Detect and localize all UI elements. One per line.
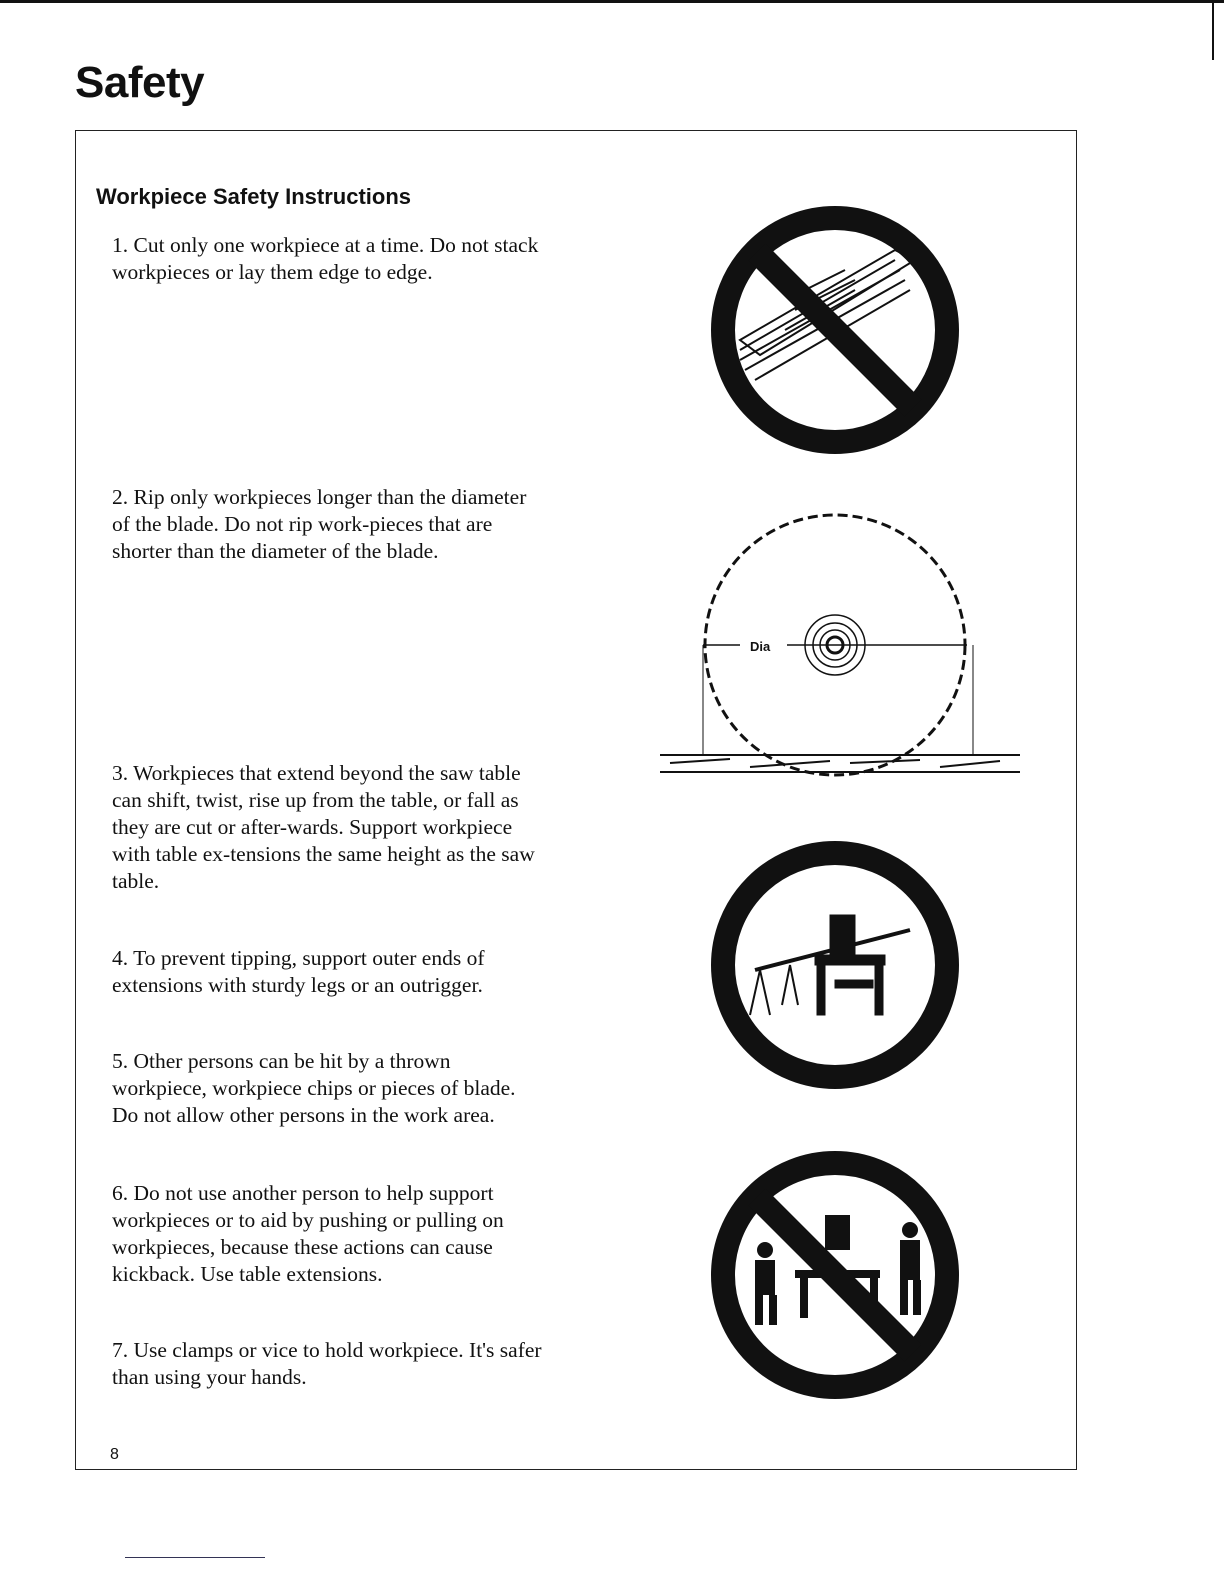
instruction-6: 6. Do not use another person to help support workpieces or to aid by pushing or pulling on workpieces, because these actions can cause kickback. Use table extensions. <box>112 1181 504 1286</box>
page-right-border <box>1212 0 1214 60</box>
footer-rule <box>125 1557 265 1558</box>
instruction-3: 3. Workpieces that extend beyond the saw table can shift, twist, rise up from the table, or fall as they are cut or after-wards. Support workpiece with table ex-tensions the same height as the saw table. <box>112 761 535 893</box>
no-helper-icon <box>705 1145 965 1405</box>
instruction-2: 2. Rip only workpieces longer than the diameter of the blade. Do not rip work-pieces that are shorter than the diameter of the blade. <box>112 485 527 563</box>
saw-blade-diagram <box>650 505 1030 785</box>
section-heading: Workpiece Safety Instructions <box>96 184 412 209</box>
table-extension-icon <box>705 835 965 1095</box>
instruction-1: 1. Cut only one workpiece at a time. Do not stack workpieces or lay them edge to edge. <box>112 233 539 284</box>
no-stacking-icon <box>705 200 965 460</box>
diameter-label: Dia <box>750 639 771 654</box>
page-number: 8 <box>110 1446 119 1463</box>
instruction-4: 4. To prevent tipping, support outer ends of extensions with sturdy legs or an outrigger. <box>112 946 485 997</box>
instruction-7: 7. Use clamps or vice to hold workpiece. It's safer than using your hands. <box>112 1338 542 1389</box>
page-title: Safety <box>75 58 205 107</box>
instruction-5: 5. Other persons can be hit by a thrown workpiece, workpiece chips or pieces of blade. Do not allow other persons in the work area. <box>112 1049 516 1127</box>
page-top-border <box>0 0 1224 3</box>
